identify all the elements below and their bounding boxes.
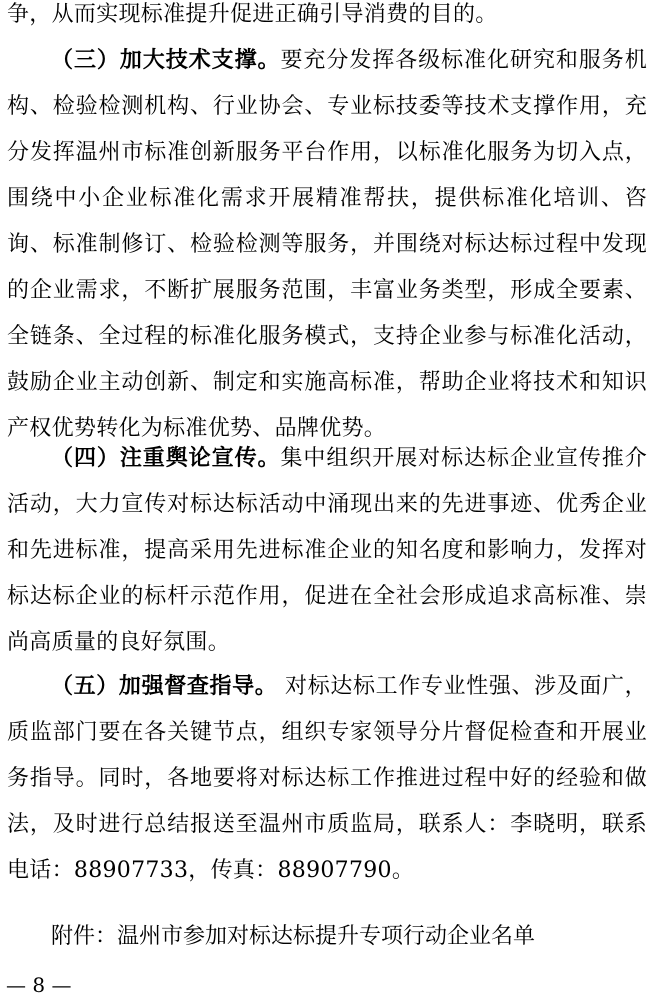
paragraph-public-opinion <box>7 436 647 666</box>
attachment-line: 附件：温州市参加对标达标提升专项行动企业名单 <box>51 924 536 949</box>
paragraph-supervision <box>7 664 647 894</box>
page-number: — 8 — <box>6 973 72 997</box>
section-body-supervision: 对标达标工作专业性强、涉及面广，质监部门要在各关键节点，组织专家领导分片督促检查和开展业务指导。同时，各地要将对标达标工作推进过程中好的经验和做法，及时进行总结报送至温州市质监局，联系人：李晓明，联系电话：88907733，传真：88907790。 <box>7 674 647 883</box>
continued-text: 争，从而实现标准提升促进正确引导消费的目的。 <box>7 2 498 27</box>
section-heading-supervision: （五）加强督查指导。 <box>51 674 278 699</box>
section-heading-technical-support: （三）加大技术支撑。 <box>51 48 281 73</box>
paragraph-technical-support <box>7 38 647 452</box>
paragraph-continued <box>7 0 647 38</box>
section-body-technical-support: 要充分发挥各级标准化研究和服务机构、检验检测机构、行业协会、专业标技委等技术支撑作用，充分发挥温州市标准创新服务平台作用，以标准化服务为切入点，围绕中小企业标准化需求开展精准帮扶，提供标准化培训、咨询、标准制修订、检验检测等服务，并围绕对标达标过程中发现的企业需求，不断扩展服务范围，丰富业务类型，形成全要素、全链条、全过程的标准化服务模式，支持企业参与标准化活动，鼓励企业主动创新、制定和实施高标准，帮助企业将技术和知识产权优势转化为标准优势、品牌优势。 <box>7 48 647 441</box>
section-heading-public-opinion: （四）注重舆论宣传。 <box>51 446 281 471</box>
section-body-public-opinion: 集中组织开展对标达标企业宣传推介活动，大力宣传对标达标活动中涌现出来的先进事迹、优秀企业和先进标准，提高采用先进标准企业的知名度和影响力，发挥对标达标企业的标杆示范作用，促进在全社会形成追求高标准、崇尚高质量的良好氛围。 <box>7 446 647 655</box>
